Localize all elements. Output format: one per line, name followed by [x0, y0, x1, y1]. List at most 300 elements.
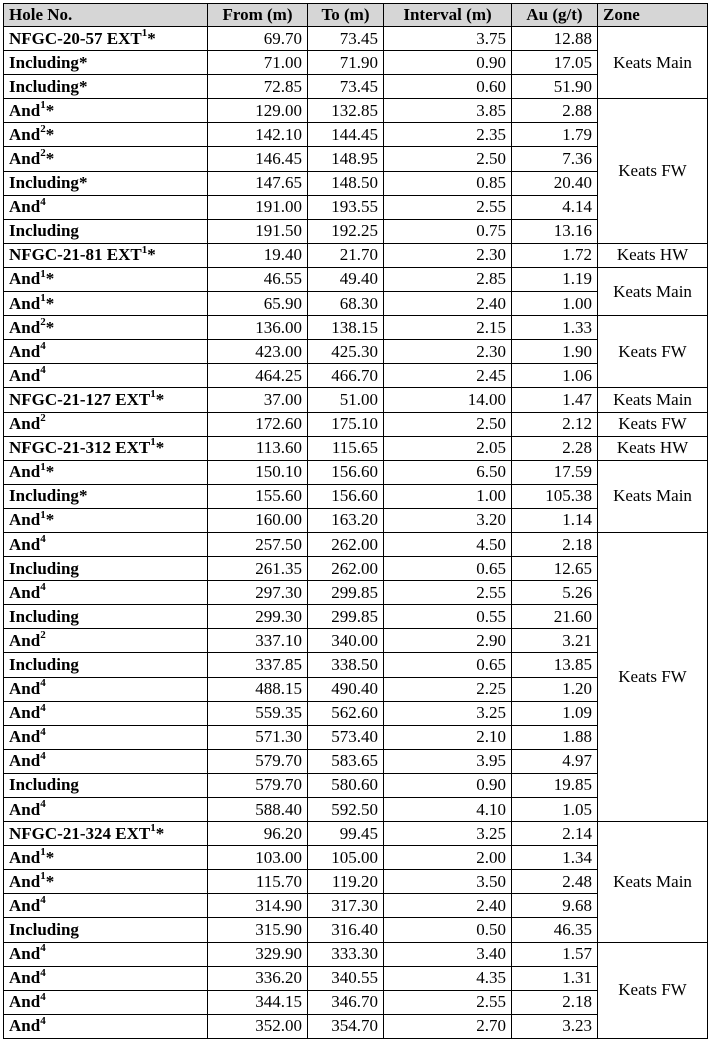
- hole-label: And: [9, 269, 41, 289]
- hole-label: And: [9, 871, 41, 891]
- footnote-marker: 4: [40, 966, 46, 979]
- from-cell: 579.70: [208, 749, 308, 773]
- to-cell: 425.30: [308, 340, 384, 364]
- to-cell: 299.85: [308, 605, 384, 629]
- from-cell: 588.40: [208, 798, 308, 822]
- interval-cell: 3.75: [384, 27, 512, 51]
- au-cell: 2.14: [512, 822, 598, 846]
- hole-no-cell: [4, 460, 208, 484]
- to-cell: 49.40: [308, 267, 384, 291]
- footnote-marker: 4: [40, 364, 46, 377]
- from-cell: 423.00: [208, 340, 308, 364]
- au-cell: 2.18: [512, 990, 598, 1014]
- hole-no-cell: [4, 749, 208, 773]
- table-row: [4, 27, 708, 51]
- hole-label: NFGC-20-57 EXT: [9, 28, 142, 48]
- interval-cell: 2.85: [384, 267, 512, 291]
- asterisk-marker: *: [45, 269, 55, 289]
- from-cell: 488.15: [208, 677, 308, 701]
- hole-label: Including: [9, 76, 79, 96]
- from-cell: 147.65: [208, 171, 308, 195]
- from-cell: 142.10: [208, 123, 308, 147]
- au-cell: 2.28: [512, 436, 598, 460]
- au-cell: 1.09: [512, 701, 598, 725]
- to-cell: 583.65: [308, 749, 384, 773]
- to-cell: 156.60: [308, 484, 384, 508]
- asterisk-marker: *: [155, 823, 165, 843]
- to-cell: 156.60: [308, 460, 384, 484]
- hole-no-cell: [4, 99, 208, 123]
- to-cell: 262.00: [308, 557, 384, 581]
- header-hole-no: Hole No.: [4, 4, 208, 27]
- footnote-marker: 4: [40, 677, 46, 690]
- hole-no-cell: [4, 822, 208, 846]
- au-cell: 51.90: [512, 75, 598, 99]
- hole-label: Including: [9, 52, 79, 72]
- footnote-marker: 4: [40, 1014, 46, 1027]
- interval-cell: 2.90: [384, 629, 512, 653]
- footnote-marker: 4: [40, 749, 46, 762]
- zone-cell: Keats FW: [598, 316, 708, 388]
- asterisk-marker: *: [45, 100, 55, 120]
- from-cell: 37.00: [208, 388, 308, 412]
- table-row: [4, 316, 708, 340]
- hole-label: And: [9, 534, 41, 554]
- hole-no-cell: [4, 27, 208, 51]
- interval-cell: 1.00: [384, 484, 512, 508]
- hole-no-cell: [4, 532, 208, 556]
- asterisk-marker: *: [78, 52, 88, 72]
- interval-cell: 14.00: [384, 388, 512, 412]
- hole-label: And: [9, 149, 41, 169]
- from-cell: 337.10: [208, 629, 308, 653]
- interval-cell: 2.50: [384, 412, 512, 436]
- au-cell: 5.26: [512, 581, 598, 605]
- au-cell: 2.88: [512, 99, 598, 123]
- to-cell: 340.00: [308, 629, 384, 653]
- hole-no-cell: [4, 147, 208, 171]
- interval-cell: 0.90: [384, 51, 512, 75]
- hole-no-cell: [4, 870, 208, 894]
- interval-cell: 2.25: [384, 677, 512, 701]
- asterisk-marker: *: [147, 28, 156, 48]
- drill-results-table: [3, 3, 708, 1039]
- to-cell: 73.45: [308, 27, 384, 51]
- hole-no-cell: [4, 171, 208, 195]
- hole-label: And: [9, 317, 41, 337]
- footnote-marker: 2: [40, 123, 46, 136]
- au-cell: 1.88: [512, 725, 598, 749]
- to-cell: 144.45: [308, 123, 384, 147]
- hole-no-cell: [4, 701, 208, 725]
- footnote-marker: 1: [40, 846, 46, 859]
- interval-cell: 2.10: [384, 725, 512, 749]
- from-cell: 19.40: [208, 243, 308, 267]
- asterisk-marker: *: [155, 389, 165, 409]
- table-row: [4, 412, 708, 436]
- hole-label: And: [9, 727, 41, 747]
- au-cell: 1.19: [512, 267, 598, 291]
- asterisk-marker: *: [45, 462, 55, 482]
- hole-no-cell: [4, 123, 208, 147]
- interval-cell: 0.85: [384, 171, 512, 195]
- au-cell: 20.40: [512, 171, 598, 195]
- hole-no-cell: [4, 51, 208, 75]
- au-cell: 1.57: [512, 942, 598, 966]
- au-cell: 21.60: [512, 605, 598, 629]
- hole-label: And: [9, 341, 41, 361]
- hole-label: And: [9, 100, 41, 120]
- hole-label: And: [9, 751, 41, 771]
- interval-cell: 0.90: [384, 773, 512, 797]
- zone-cell: Keats FW: [598, 412, 708, 436]
- from-cell: 150.10: [208, 460, 308, 484]
- hole-no-cell: [4, 798, 208, 822]
- zone-cell: Keats FW: [598, 99, 708, 244]
- hole-label: Including: [9, 221, 79, 241]
- interval-cell: 3.95: [384, 749, 512, 773]
- footnote-marker: 4: [40, 894, 46, 907]
- interval-cell: 4.10: [384, 798, 512, 822]
- au-cell: 1.06: [512, 364, 598, 388]
- hole-no-cell: [4, 629, 208, 653]
- interval-cell: 0.65: [384, 653, 512, 677]
- from-cell: 314.90: [208, 894, 308, 918]
- from-cell: 172.60: [208, 412, 308, 436]
- interval-cell: 4.50: [384, 532, 512, 556]
- to-cell: 119.20: [308, 870, 384, 894]
- au-cell: 7.36: [512, 147, 598, 171]
- interval-cell: 2.55: [384, 195, 512, 219]
- hole-no-cell: [4, 942, 208, 966]
- interval-cell: 2.05: [384, 436, 512, 460]
- from-cell: 72.85: [208, 75, 308, 99]
- au-cell: 3.21: [512, 629, 598, 653]
- from-cell: 191.00: [208, 195, 308, 219]
- to-cell: 51.00: [308, 388, 384, 412]
- au-cell: 1.79: [512, 123, 598, 147]
- zone-cell: Keats Main: [598, 822, 708, 942]
- zone-cell: Keats Main: [598, 27, 708, 99]
- hole-label: And: [9, 365, 41, 385]
- interval-cell: 2.55: [384, 581, 512, 605]
- zone-cell: Keats HW: [598, 243, 708, 267]
- hole-no-cell: [4, 75, 208, 99]
- from-cell: 136.00: [208, 316, 308, 340]
- footnote-marker: 1: [40, 870, 46, 883]
- from-cell: 299.30: [208, 605, 308, 629]
- to-cell: 71.90: [308, 51, 384, 75]
- au-cell: 1.72: [512, 243, 598, 267]
- hole-no-cell: [4, 581, 208, 605]
- from-cell: 257.50: [208, 532, 308, 556]
- to-cell: 338.50: [308, 653, 384, 677]
- table-row: [4, 460, 708, 484]
- asterisk-marker: *: [78, 76, 88, 96]
- from-cell: 579.70: [208, 773, 308, 797]
- interval-cell: 3.25: [384, 822, 512, 846]
- hole-label: Including: [9, 654, 79, 674]
- footnote-marker: 4: [40, 195, 46, 208]
- hole-no-cell: [4, 195, 208, 219]
- interval-cell: 4.35: [384, 966, 512, 990]
- footnote-marker: 2: [40, 629, 46, 642]
- interval-cell: 2.00: [384, 846, 512, 870]
- asterisk-marker: *: [45, 149, 55, 169]
- au-cell: 1.31: [512, 966, 598, 990]
- hole-label: And: [9, 703, 41, 723]
- interval-cell: 0.55: [384, 605, 512, 629]
- from-cell: 146.45: [208, 147, 308, 171]
- from-cell: 464.25: [208, 364, 308, 388]
- hole-label: And: [9, 293, 41, 313]
- to-cell: 99.45: [308, 822, 384, 846]
- to-cell: 193.55: [308, 195, 384, 219]
- zone-cell: Keats Main: [598, 388, 708, 412]
- zone-cell: Keats Main: [598, 267, 708, 315]
- from-cell: 337.85: [208, 653, 308, 677]
- to-cell: 317.30: [308, 894, 384, 918]
- from-cell: 297.30: [208, 581, 308, 605]
- footnote-marker: 1: [150, 436, 156, 449]
- zone-cell: Keats FW: [598, 532, 708, 821]
- to-cell: 148.50: [308, 171, 384, 195]
- footnote-marker: 1: [40, 291, 46, 304]
- footnote-marker: 1: [40, 508, 46, 521]
- hole-label: And: [9, 1016, 41, 1036]
- interval-cell: 3.20: [384, 508, 512, 532]
- interval-cell: 3.25: [384, 701, 512, 725]
- hole-no-cell: [4, 316, 208, 340]
- from-cell: 160.00: [208, 508, 308, 532]
- footnote-marker: 4: [40, 990, 46, 1003]
- header-au: Au (g/t): [512, 4, 598, 27]
- hole-no-cell: [4, 773, 208, 797]
- hole-label: NFGC-21-127 EXT: [9, 389, 151, 409]
- au-cell: 1.20: [512, 677, 598, 701]
- hole-no-cell: [4, 436, 208, 460]
- au-cell: 46.35: [512, 918, 598, 942]
- hole-label: And: [9, 944, 41, 964]
- interval-cell: 2.50: [384, 147, 512, 171]
- zone-cell: Keats FW: [598, 942, 708, 1038]
- footnote-marker: 2: [40, 316, 46, 329]
- hole-no-cell: [4, 267, 208, 291]
- au-cell: 1.33: [512, 316, 598, 340]
- hole-no-cell: [4, 990, 208, 1014]
- interval-cell: 0.50: [384, 918, 512, 942]
- from-cell: 129.00: [208, 99, 308, 123]
- hole-label: Including: [9, 775, 79, 795]
- au-cell: 105.38: [512, 484, 598, 508]
- zone-cell: Keats HW: [598, 436, 708, 460]
- table-row: [4, 532, 708, 556]
- to-cell: 175.10: [308, 412, 384, 436]
- from-cell: 329.90: [208, 942, 308, 966]
- hole-no-cell: [4, 340, 208, 364]
- hole-no-cell: [4, 412, 208, 436]
- to-cell: 192.25: [308, 219, 384, 243]
- to-cell: 105.00: [308, 846, 384, 870]
- footnote-marker: 1: [40, 460, 46, 473]
- hole-label: And: [9, 197, 41, 217]
- hole-no-cell: [4, 364, 208, 388]
- au-cell: 4.97: [512, 749, 598, 773]
- to-cell: 346.70: [308, 990, 384, 1014]
- hole-no-cell: [4, 557, 208, 581]
- footnote-marker: 4: [40, 532, 46, 545]
- hole-no-cell: [4, 292, 208, 316]
- hole-no-cell: [4, 219, 208, 243]
- from-cell: 336.20: [208, 966, 308, 990]
- from-cell: 46.55: [208, 267, 308, 291]
- to-cell: 562.60: [308, 701, 384, 725]
- to-cell: 333.30: [308, 942, 384, 966]
- hole-label: And: [9, 630, 41, 650]
- table-row: [4, 436, 708, 460]
- from-cell: 113.60: [208, 436, 308, 460]
- interval-cell: 2.35: [384, 123, 512, 147]
- footnote-marker: 4: [40, 942, 46, 955]
- footnote-marker: 1: [141, 26, 148, 39]
- hole-label: Including: [9, 920, 79, 940]
- to-cell: 132.85: [308, 99, 384, 123]
- hole-label: And: [9, 582, 41, 602]
- to-cell: 138.15: [308, 316, 384, 340]
- asterisk-marker: *: [45, 847, 55, 867]
- hole-no-cell: [4, 894, 208, 918]
- asterisk-marker: *: [78, 486, 88, 506]
- interval-cell: 2.45: [384, 364, 512, 388]
- to-cell: 68.30: [308, 292, 384, 316]
- asterisk-marker: *: [45, 510, 55, 530]
- interval-cell: 2.30: [384, 243, 512, 267]
- footnote-marker: 1: [150, 821, 156, 834]
- header-to: To (m): [308, 4, 384, 27]
- au-cell: 1.90: [512, 340, 598, 364]
- footnote-marker: 2: [40, 147, 46, 160]
- to-cell: 73.45: [308, 75, 384, 99]
- footnote-marker: 4: [40, 725, 46, 738]
- hole-no-cell: [4, 243, 208, 267]
- interval-cell: 2.30: [384, 340, 512, 364]
- au-cell: 4.14: [512, 195, 598, 219]
- header-from: From (m): [208, 4, 308, 27]
- hole-label: And: [9, 462, 41, 482]
- hole-label: And: [9, 414, 41, 434]
- au-cell: 9.68: [512, 894, 598, 918]
- au-cell: 1.14: [512, 508, 598, 532]
- hole-no-cell: [4, 966, 208, 990]
- header-row: [4, 4, 708, 27]
- au-cell: 19.85: [512, 773, 598, 797]
- hole-label: NFGC-21-312 EXT: [9, 438, 151, 458]
- from-cell: 96.20: [208, 822, 308, 846]
- interval-cell: 2.15: [384, 316, 512, 340]
- au-cell: 12.65: [512, 557, 598, 581]
- table-row: [4, 942, 708, 966]
- header-zone: Zone: [598, 4, 708, 27]
- to-cell: 316.40: [308, 918, 384, 942]
- interval-cell: 0.65: [384, 557, 512, 581]
- table-body: [4, 27, 708, 1039]
- to-cell: 490.40: [308, 677, 384, 701]
- to-cell: 573.40: [308, 725, 384, 749]
- hole-label: And: [9, 510, 41, 530]
- asterisk-marker: *: [147, 245, 156, 265]
- footnote-marker: 4: [40, 340, 46, 353]
- hole-label: And: [9, 124, 41, 144]
- table-row: [4, 99, 708, 123]
- asterisk-marker: *: [45, 317, 55, 337]
- zone-cell: Keats Main: [598, 460, 708, 532]
- to-cell: 580.60: [308, 773, 384, 797]
- hole-label: And: [9, 799, 41, 819]
- from-cell: 103.00: [208, 846, 308, 870]
- footnote-marker: 2: [40, 412, 46, 425]
- interval-cell: 0.60: [384, 75, 512, 99]
- asterisk-marker: *: [45, 293, 55, 313]
- footnote-marker: 1: [150, 388, 156, 401]
- au-cell: 2.48: [512, 870, 598, 894]
- hole-no-cell: [4, 725, 208, 749]
- from-cell: 352.00: [208, 1014, 308, 1038]
- hole-no-cell: [4, 605, 208, 629]
- from-cell: 261.35: [208, 557, 308, 581]
- to-cell: 115.65: [308, 436, 384, 460]
- from-cell: 344.15: [208, 990, 308, 1014]
- to-cell: 21.70: [308, 243, 384, 267]
- hole-no-cell: [4, 846, 208, 870]
- table-row: [4, 388, 708, 412]
- interval-cell: 6.50: [384, 460, 512, 484]
- au-cell: 12.88: [512, 27, 598, 51]
- to-cell: 466.70: [308, 364, 384, 388]
- to-cell: 148.95: [308, 147, 384, 171]
- hole-no-cell: [4, 508, 208, 532]
- hole-no-cell: [4, 1014, 208, 1038]
- asterisk-marker: *: [45, 124, 55, 144]
- au-cell: 3.23: [512, 1014, 598, 1038]
- footnote-marker: 4: [40, 701, 46, 714]
- header-interval: Interval (m): [384, 4, 512, 27]
- to-cell: 340.55: [308, 966, 384, 990]
- asterisk-marker: *: [78, 173, 88, 193]
- from-cell: 155.60: [208, 484, 308, 508]
- from-cell: 71.00: [208, 51, 308, 75]
- from-cell: 115.70: [208, 870, 308, 894]
- footnote-marker: 1: [141, 243, 148, 256]
- interval-cell: 3.50: [384, 870, 512, 894]
- hole-label: And: [9, 968, 41, 988]
- interval-cell: 2.40: [384, 894, 512, 918]
- footnote-marker: 1: [40, 99, 46, 112]
- table-row: [4, 822, 708, 846]
- au-cell: 2.12: [512, 412, 598, 436]
- asterisk-marker: *: [45, 871, 55, 891]
- au-cell: 1.05: [512, 798, 598, 822]
- au-cell: 1.00: [512, 292, 598, 316]
- hole-no-cell: [4, 677, 208, 701]
- from-cell: 65.90: [208, 292, 308, 316]
- hole-label: Including: [9, 558, 79, 578]
- hole-no-cell: [4, 653, 208, 677]
- from-cell: 559.35: [208, 701, 308, 725]
- hole-label: And: [9, 847, 41, 867]
- to-cell: 592.50: [308, 798, 384, 822]
- to-cell: 299.85: [308, 581, 384, 605]
- hole-label: Including: [9, 486, 79, 506]
